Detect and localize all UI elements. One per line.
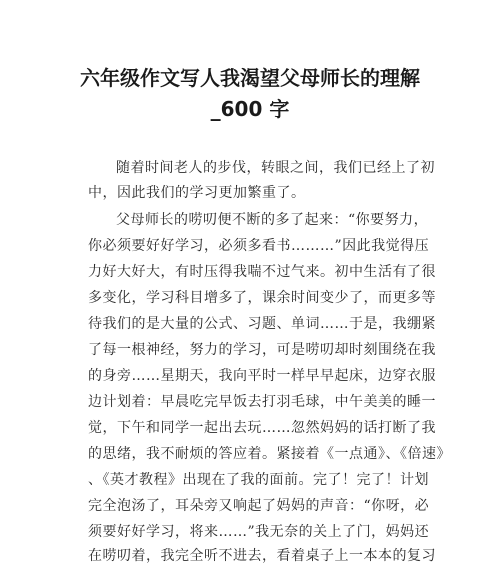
paragraph-line: 中，因此我们的学习更加繁重了。	[88, 185, 306, 201]
paragraph-line: 觉，下午和同学一起出去玩……忽然妈妈的话打断了我	[88, 420, 436, 436]
paragraph-line: 的身旁……星期天，我向平时一样早早起床，边穿衣服	[88, 368, 436, 384]
document-title: 六年级作文写人我渴望父母师长的理解	[80, 66, 420, 90]
paragraph-line: 边计划着：早晨吃完早饭去打羽毛球，中午美美的睡一	[88, 394, 436, 410]
paragraph-line: 待我们的是大量的公式、习题、单词……于是，我绷紧	[88, 316, 436, 332]
paragraph-line: 完全泡汤了，耳朵旁又响起了妈妈的声音：“你呀，必	[88, 498, 430, 514]
paragraph-line: 力好大好大，有时压得我喘不过气来。初中生活有了很	[88, 264, 436, 280]
paragraph-line: 随着时间老人的步伐，转眼之间，我们已经上了初	[116, 160, 435, 176]
paragraph-line: 须要好好学习，将来……”我无奈的关上了门，妈妈还	[88, 524, 430, 540]
document-title-suffix: _600 字	[210, 97, 290, 121]
paragraph-line: 你必须要好好学习，必须多看书………”因此我觉得压	[88, 238, 430, 254]
paragraph-line: 、《英才教程》出现在了我的面前。完了！完了！计划	[88, 472, 429, 488]
paragraph-line: 在唠叨着，我完全听不进去，看着桌子上一本本的复习	[88, 548, 436, 564]
paragraph-line: 了每一根神经，努力的学习，可是唠叨却时刻围绕在我	[88, 342, 436, 358]
paragraph-line: 的思绪，我不耐烦的答应着。紧接着《一点通》、《倍速》	[88, 446, 451, 462]
paragraph-line: 多变化，学习科目增多了，课余时间变少了，而更多等	[88, 290, 436, 306]
paragraph-line: 父母师长的唠叨便不断的多了起来：“你要努力，	[116, 212, 429, 228]
